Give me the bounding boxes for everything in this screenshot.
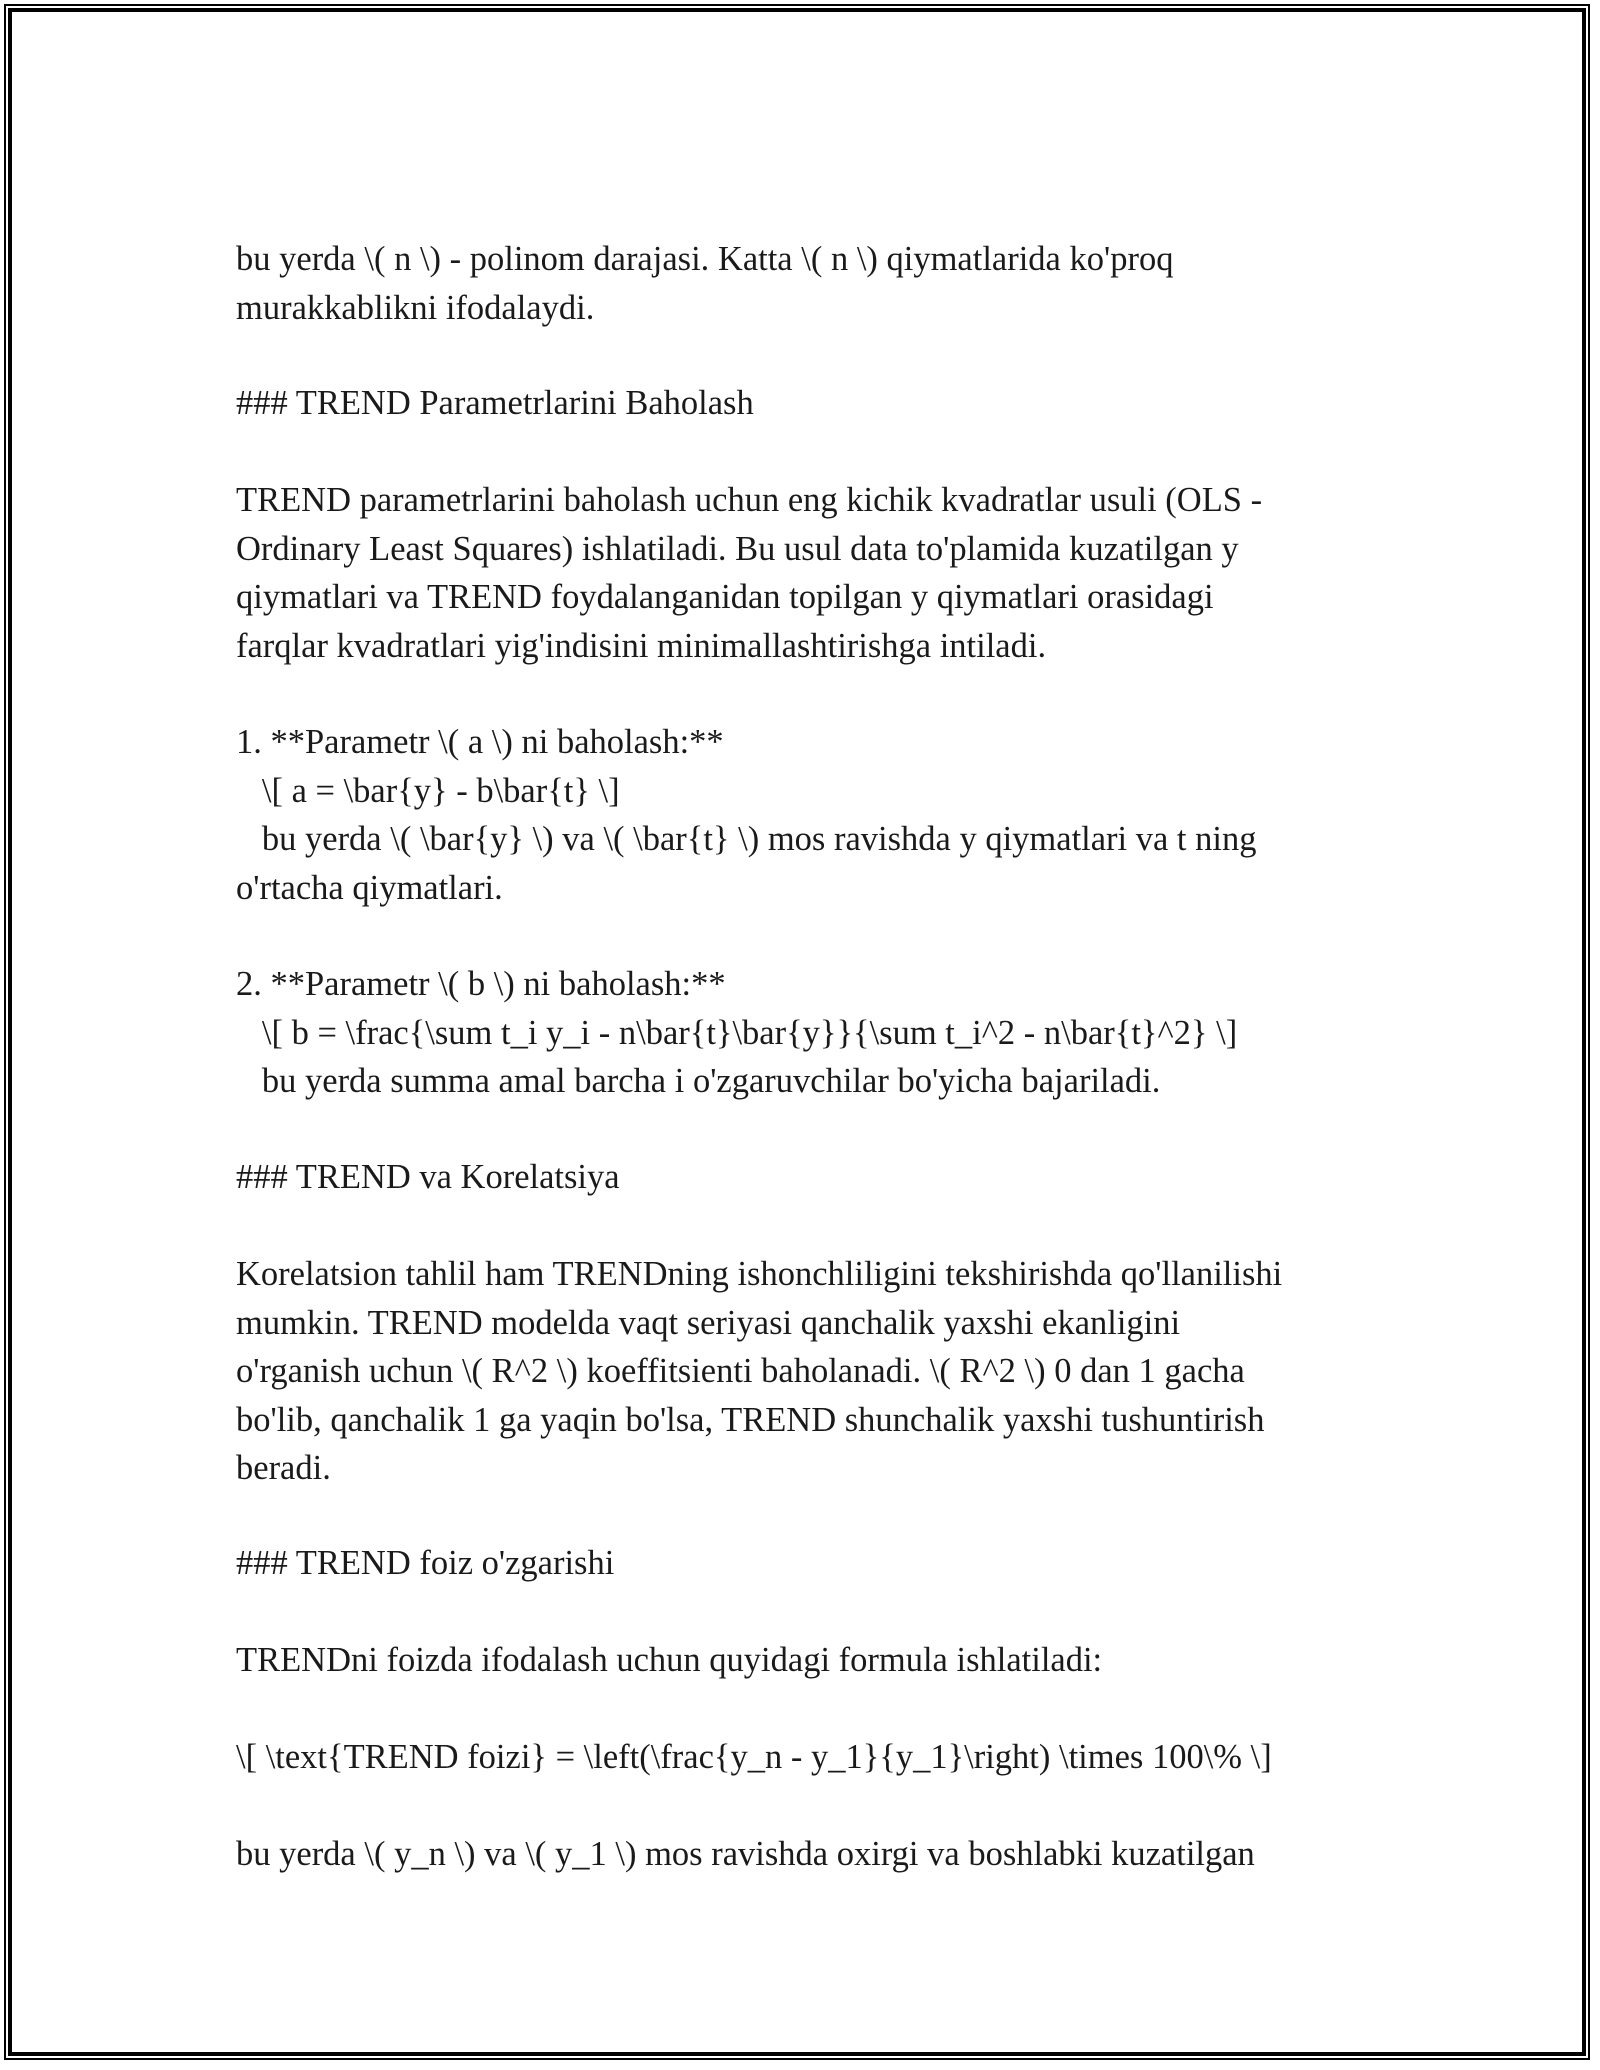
text-line: bo'lib, qanchalik 1 ga yaqin bo'lsa, TREND shunchalik yaxshi tushuntirish [236, 1400, 1265, 1439]
text-line: ### TREND Parametrlarini Baholash [236, 384, 754, 422]
formula-line: \[ a = \bar{y} - b\bar{t} \] [236, 771, 620, 810]
text-line: murakkablikni ifodalaydi. [236, 288, 595, 327]
formula-line: \[ b = \frac{\sum t_i y_i - n\bar{t}\bar{y}}{\sum t_i^2 - n\bar{t}^2} \] [236, 1013, 1238, 1052]
text-line: beradi. [236, 1449, 331, 1487]
heading-trend-foiz [236, 1539, 1376, 1588]
paragraph-ols [236, 476, 1376, 670]
text-line: ### TREND va Korelatsiya [236, 1158, 620, 1196]
text-line: Ordinary Least Squares) ishlatiladi. Bu usul data to'plamida kuzatilgan y [236, 529, 1239, 568]
text-line: farqlar kvadratlari yig'indisini minimallashtirishga intiladi. [236, 626, 1047, 665]
text-line: 1. **Parametr \( a \) ni baholash:** [236, 723, 724, 761]
text-line: bu yerda \( y_n \) va \( y_1 \) mos ravishda oxirgi va boshlabki kuzatilgan [236, 1835, 1255, 1873]
paragraph-last [236, 1830, 1376, 1879]
text-line: o'rganish uchun \( R^2 \) koeffitsienti baholanadi. \( R^2 \) 0 dan 1 gacha [236, 1352, 1245, 1390]
text-line: Korelatsion tahlil ham TRENDning ishonchliligini tekshirishda qo'llanilishi [236, 1255, 1283, 1293]
paragraph-foiz-formula-intro [236, 1636, 1376, 1685]
text-line: bu yerda \( n \) - polinom darajasi. Katta \( n \) qiymatlarida ko'proq [236, 240, 1174, 278]
text-line: ### TREND foiz o'zgarishi [236, 1544, 615, 1582]
list-item-parametr-a [236, 718, 1376, 912]
text-line: TREND parametrlarini baholash uchun eng kichik kvadratlar usuli (OLS - [236, 481, 1263, 519]
text-line: mumkin. TREND modelda vaqt seriyasi qanchalik yaxshi ekanligini [236, 1303, 1181, 1342]
heading-trend-baholash [236, 379, 1376, 428]
list-item-parametr-b [236, 960, 1376, 1106]
formula-trend-foizi [236, 1733, 1376, 1782]
heading-trend-korelatsiya [236, 1153, 1376, 1202]
text-line: TRENDni foizda ifodalash uchun quyidagi formula ishlatiladi: [236, 1641, 1103, 1679]
text-line: bu yerda summa amal barcha i o'zgaruvchilar bo'yicha bajariladi. [236, 1062, 1161, 1100]
text-line: 2. **Parametr \( b \) ni baholash:** [236, 965, 726, 1003]
formula-line: \[ \text{TREND foizi} = \left(\frac{y_n - y_1}{y_1}\right) \times 100\% \] [236, 1738, 1272, 1776]
paragraph-korelatsiya [236, 1250, 1376, 1493]
text-line: qiymatlari va TREND foydalanganidan topilgan y qiymatlari orasidagi [236, 578, 1214, 616]
text-line: o'rtacha qiymatlari. [236, 868, 503, 907]
paragraph-intro [236, 235, 1376, 332]
text-line: bu yerda \( \bar{y} \) va \( \bar{t} \) mos ravishda y qiymatlari va t ning [236, 820, 1257, 858]
